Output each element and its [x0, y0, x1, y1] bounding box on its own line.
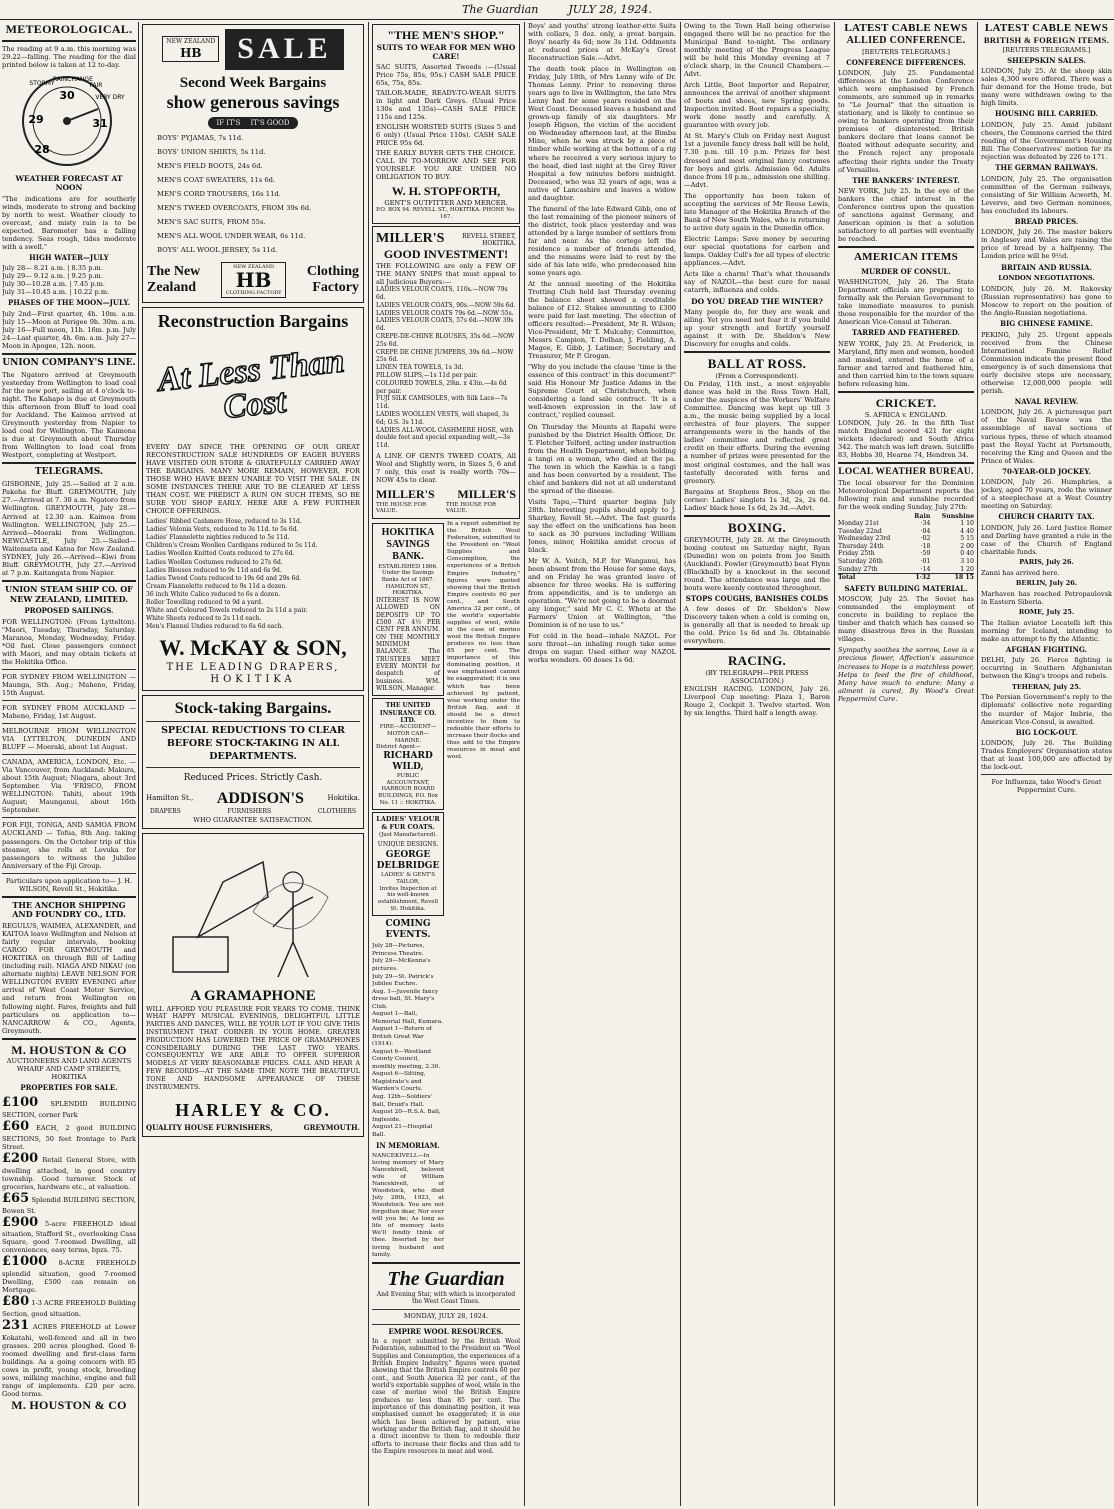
ball-title: BALL AT ROSS.: [707, 356, 807, 372]
column-rule: [368, 22, 369, 1506]
property-item: £900 5-acre FREEHOLD ideal situation, Stafford St., overlooking Cass Square, good 7-roomed Dwelling, all conveniences, easy terms, bpzs. 75.: [2, 1214, 136, 1255]
hb-sale-ad: NEW ZEALAND HB SALE Second Week Bargains show generous savings IF IT'S IT'S GOOD BOYS' PYJAMAS, 7s 11d. BOYS' UNION SHIRTS, 5s 11d. MEN'S FIELD BOOTS, 24s 6d. MEN'S COAT SWEATERS, 11s 6d. MEN'S CORD TROUSERS, 16s 11d. MEN'S TWEED OVERCOATS, FROM 39s 6d. MEN'S SAC SUITS, FROM 55s. MEN'S ALL WOOL UNDER WEAR, 6s 11d. BOYS' ALL WOOL JERSEY, 5s 11d. The New Zealand NEW ZEALAND HB CLOTHING FACTORY Clothing Factory: [142, 24, 364, 303]
generous-savings: show generous savings: [166, 91, 340, 112]
high-water-row: July 28— 8.21 a.m. | 8.35 p.m.: [2, 264, 103, 273]
sale-item: BOYS' PYJAMAS, 7s 11d.: [157, 134, 244, 143]
reduced-prices: Reduced Prices. Strictly Cash.: [183, 772, 323, 783]
gramophone-illustration-icon: [146, 837, 360, 987]
telegrams-title: TELEGRAMS.: [34, 467, 104, 478]
column-foreign-news: LATEST CABLE NEWS BRITISH & FOREIGN ITEMS. [REUTERS TELEGRAMS.] SHEEPSKIN SALES. LONDON, July 25. At the sheep skin sales 4,300 were offered. There was a fair demand for the Home trade, but many were withdrawn owing to the high limits. HOUSING BILL CARRIED. LONDON, July 25. Amid jubilant cheers, the Commons carried the third reading of the Government's Housing Bill. The Conservatives' motion for its rejection was defeated by 226 to 171. THE GERMAN RAILWAYS. LONDON, July 25. The organisation committee of the German railways, consisting of Sir William Acworth, M. Leverve, and two German nominees, has concluded its labours. BREAD PRICES. LONDON, July 26. The master bakers in Anglesey and Wales are raising the price of bread by a halfpenny. The London price will be 9½d. BRITAIN AND RUSSIA. LONDON NEGOTIATIONS. LONDON, July 26. M. Rakovsky (Russian representative) has gone to Moscow to report on the position of the Anglo-Russian negotiations. BIG CHINESE FAMINE. PEKING, July 25. Urgent appeals received from the Chinese International Famine Relief Commission indicate the present flood emergency is of such dimensions that early decisive steps are necessary, otherwise 12,000,000 people will perish. NAVAL REVIEW. LONDON, July 26. A picturesque part of the Naval Review was the assemblage of naval sections of various types, three of which steamed past the Royal Yacht at Portsmouth, receiving the King and Queen and the Prince of Wales. 70-YEAR-OLD JOCKEY. LONDON, July 26. Humphries, a jockey, aged 70 years, rode the winner of a steeplechase at a West Country meeting on Saturday. CHURCH CHARITY TAX. LONDON, July 26. Lord Justice Romer and Darling have granted a rule in the case of the Church of England charitable funds. PARIS, July 26. Zanni has arrived here. BERLIN, July 26. Marhaven has reached Petropaulovsk in Eastern Siberia. ROME, July 25. The Italian aviator Locatelli left this morning for Iceland, intending to make an attempt to fly the Atlantic. AFGHAN FIGHTING. DELHI, July 26. Fierce fighting is occurring in Southern Afghanistan between the King's troops and rebels. TEHERAN, July 25. The Persian Government's reply to the diplomats' collective note regarding the murder of Major Imbrie, the American Vice-Consul, is awaited. BIG LOCK-OUT. LONDON, July 26. The Building Trades Employers' Organisation states that at least 100,000 are affected by the lock-out. For Influenza, take Wood's Great Peppermint Cure.: [981, 22, 1112, 795]
stocktaking-title: Stock-taking Bargains.: [174, 699, 332, 717]
reconstruction-ad: [142, 307, 364, 691]
sale-banner: SALE: [225, 29, 343, 70]
route: MELBOURNE FROM WELLINGTON VIA LYTTELTON, DUNEDIN AND BLUFF — Moeraki, about 1st August.: [2, 727, 136, 752]
mckay-town: HOKITIKA: [210, 674, 296, 686]
cricket-title: CRICKET.: [875, 396, 937, 411]
union-title: UNION COMPANY'S LINE.: [2, 358, 136, 369]
moon-text: July 2nd—First quarter, 4h. 10m. a.m. July 15—Moon at Perigee 9h. 30m. a.m. July 16—Full moon, 11h. 16m. p.m. July 24—Last quarter, 4h. 6m. a.m. July 27—Moon in Apogee, 12h. noon.: [2, 309, 136, 351]
dial-word: FAIR: [89, 81, 103, 89]
dial-word: STORMY: [29, 79, 55, 87]
millers-ad: MILLER'S REVELL STREET, HOKITIKA. GOOD INVESTMENT! THE FOLLOWING are only a FEW OF THE MANY SNIPS that must appeal to all Judicious Buyers:— LADIES VELOUR COATS, 110s.—NOW 79s 6d. LADIES VELOUR COATS, 90s.—NOW 59s 6d. LADIES VELOUR COATS 79s 6d.—NOW 55s. LADIES VELOUR COATS, 57s 6d.—NOW 39s 6d. CREPE-DE-CHINE BLOUSES, 35s 6d.—NOW 25s 6d. CREPE DE CHINE JUMPERS, 39s 6d.—NOW 25s 6d. LINEN TEA TOWELS, 1s 3d. PILLOW SLIPS,—1s 11d per pair. COLOURED TOWELS, 29in. x 43in.—4s 6d per pair. FUJI SILK CAMISOLES, with Silk Lace—7s 11d. LADIES WOOLLEN VESTS, well shaped, 3s 6d; O.S. 3s 11d. LADIES ALL-WOOL CASHMERE HOSE, with double feet and special expanding welt,—3s 11d. A LINE OF GENTS TWEED COATS, All Wool and Slightly worn, in Sizes 5, 6 and 7 only, this coat is really worth 70s—NOW 45s to clear. MILLER'S MILLER'S THE HOUSE FOR VALUE. THE HOUSE FOR VALUE.: [372, 226, 520, 519]
column-meteorological: [2, 22, 136, 1506]
column-general-news: Owing to the Town Hall being otherwise engaged there will be no practice for the Municipal Band to-night. The ordinary monthly meeting of the Progress League will be held this Monday evening at 7 o'clock sharp, in the Council Chambers.—Advt. Arch Little, Boot Importer and Repairer, announces the arrival of another shipment of boots and shoes, new Spring goods. Inspection invited. Boot repairs a specialty, work done neatly and carefully. A guarantee with every job. At St. Mary's Club on Friday next August 1st a juvenile fancy dress ball will be held, 7.30 p.m. till 10 p.m. Prizes for best dressed and most original fancy costumes for boys and girls. Admission 6d. Adults dance from 10 p.m., admission one shilling.—Advt. The opportunity has been taken of accepting the services of Mr Reese Lewis, late Manager of the Hokitika Branch of the Bank of New South Wales, who is returning to active duty again in the Dunedin office. Electric Lamps: Save money by securing our special quotations for carbon and lamps. Oakley Cull's for all types of electric appliances.—Advt. Acts like a charm! That's what thousands say of NAZOL—the best cure for nasal catarrh, influenza and colds. DO YOU DREAD THE WINTER? Many people do, for they are weak and ailing. Yet you need not fear it if you build up your strength and fortify yourself against it with Dr. Sheldon's New Discovery for coughs and colds. BALL AT ROSS. (From a Correspondent). On Friday, 11th inst., a most enjoyable dance was held in the Ross Town Hall, under the auspices of the Workers' Welfare Committee. Dancing was kept up till 3 a.m., the music being supplied by a local orchestra of four players. The supper arrangements were in the hands of the ladies' committee and reflected great credit on their efforts. During the evening a number of prizes were presented for the most original costumes, and the hall was tastefully decorated with ferns and greenery. Bargains at Stephens Bros., Shop on the corner: Ladies' singlets 1s 3d, 2s, 2s 6d. Ladies' black hose 1s 6d, 2s 3d.—Advt. BOXING. GREYMOUTH, July 28. At the Greymouth boxing contest on Saturday night, Ryan (Dunedin) won on points from Joe Smith (Auckland). Fowler (Greymouth) beat Flynn (Blackball) by a knockout in the second round. The attendance was large and the bouts were keenly contested throughout. STOPS COUGHS, BANISHES COLDS A few doses of Dr. Sheldon's New Discovery taken when a cold is coming on, is generally all that is needed to break up the cold. Price 1s 6d and 3s. Obtainable everywhere. RACING. (BY TELEGRAPH—PER PRESS ASSOCIATION.) ENGLISH RACING. LONDON, July 26. Liverpool Cup meeting: Plaza 1, Baron Rouge 2, Cockpit 3. Twelve started. Won by six lengths. Third half a length away.: [684, 22, 830, 718]
route: FOR SYDNEY FROM AUCKLAND — Maheno, Friday, 1st August.: [2, 704, 136, 721]
table-row: Saturday 26th ·01 3 10: [838, 558, 974, 566]
high-water-row: July 31—10.45 a.m. | 10.22 p.m.: [2, 288, 110, 297]
masthead-title: The Guardian: [462, 2, 539, 16]
table-row: Thursday 24th ·18 2 00: [838, 542, 974, 550]
property-item: £1000 8-ACRE FREEHOLD splendid situation, good 7-roomed Dwelling, £500 can remain on Mortgage.: [2, 1254, 136, 1295]
united-insurance-ad: THE UNITED INSURANCE CO. LTD. FIRE—ACCIDENT—MOTOR CAR—MARINE. District Agent— RICHARD WILD, PUBLIC ACCOUNTANT, HARBOUR BOARD BUILDINGS, P.O. Box No. 11 :: HOKITIKA.: [372, 698, 444, 810]
property-item: £80 1-3 ACRE FREEHOLD Building Section, good situation.: [2, 1294, 136, 1319]
gramophone-ad: A GRAMAPHONE WILL AFFORD YOU PLEASURE FOR YEARS TO COME. THINK WHAT HAPPY MUSICAL EVENINGS, DELIGHTFUL LITTLE PARTIES AND DANCES, WILL BE YOUR LOT IF YOU GIVE THIS INSTRUMENT THAT CORNER IN YOUR HOME. GREATER PRODUCTION HAS LOWERED THE PRICE OF GRAMAPHONES CONSIDERABLY DURING THE LAST TWO YEARS. CONSEQUENTLY WE ARE ABLE TO OFFER SUPERIOR MODELS AT VERY REASONABLE PRICES. CALL AND HEAR A FEW RECORDS—AT THE SAME TIME NOTE THE BEAUTIFUL TONE AND HANDSOME APPEARANCE OF THESE INSTRUMENTS. HARLEY & CO. QUALITY HOUSE FURNISHERS, GREYMOUTH.: [142, 833, 364, 1137]
nz-tag: NEW ZEALAND HB: [162, 36, 219, 62]
anchor-title: THE ANCHOR SHIPPING AND FOUNDRY CO., LTD.: [12, 899, 126, 920]
boxing-title: BOXING.: [727, 519, 787, 535]
editorial-continued: In a report submitted by the British Wool Federation, submitted to the President on "Wool Supplies and Consumption, the experiences of a British Empire Industry," figures were quoted showing that the British Empire controls 60 per cent., and South America 32 per cent., of the world's exportable supplies of wool, while in the case of merino wool the British Empire produces no less than 85 per cent. The importance of this dominating position, it was emphasised cannot be exaggerated; it is one which has been achieved by patient, wise working under the British flag, and it should be a direct incentive to them to redouble their efforts to increase their flocks and thus add to the Empire resources in meat and wool.: [447, 521, 520, 761]
dial-word: RAIN: [52, 75, 68, 83]
dial-number: 30: [59, 88, 75, 102]
anchor-text: REGULUS, WAIMEA, ALEXANDER, and KAITOA leave Wellington and Nelson at fairly regular intervals, booking CARGO FOR GREYMOUTH and HOKITIKA on through Bill of Lading (including rail). NIAGA AND NIKAU (on alternate nights) LEAVE NELSON FOR WELLINGTON EVERY EVENING after arrival of West Coast Motor Service, and return from Wellington on following night. Fares, freights and full particulars on application to— NANCARROW & CO., Agents, Greymouth.: [2, 922, 136, 1035]
high-water-row: July 29— 9.12 a.m. | 9.25 p.m.: [2, 272, 103, 281]
forecast-title: WEATHER FORECAST AT NOON: [15, 174, 123, 193]
savings-bank-ad: HOKITIKA SAVINGS BANK. ESTABLISHED 1866. Under the Savings Banks Act of 1867. HAMILTON ST., HOKITIKA. INTEREST IS NOW ALLOWED ON DEPOSITS UP TO £500 AT 4½ PER CENT PER ANNUM. ON THE MONTHLY MINIMUM BALANCE. The TRUSTEES MEET EVERY MONTH for despatch of business. WM. WILSON, Manager.: [372, 523, 444, 696]
sale-item-list: [147, 132, 359, 257]
met-intro: The reading at 9 a.m. this morning was 29.22—falling. The reading for the dial printed below is taken at 12 to-day.: [2, 44, 136, 69]
table-row: Wednesday 23rd ·02 5 15: [838, 535, 974, 543]
property-item: £60 EACH, 2 good BUILDING SECTIONS, 50 feet frontage to Park Street.: [2, 1118, 136, 1151]
sale-item: BOYS' UNION SHIRTS, 5s 11d.: [157, 148, 266, 157]
mckay-sub: THE LEADING DRAPERS,: [166, 662, 340, 674]
particulars: Particulars upon application to— J. H. WILSON, Revell St., Hokitika.: [5, 876, 133, 893]
masthead: [0, 0, 1114, 20]
sale-item: MEN'S ALL WOOL UNDER WEAR, 6s 11d.: [157, 231, 306, 240]
sailings-title: PROPOSED SAILINGS.: [24, 606, 114, 616]
property-item: 231 ACRES FREEHOLD at Lower Kokatahi, well-fenced and all in two grasses. 200 acres ploughed. Good 8-roomed dwelling and first-class farm buildings. As a going concern with 85 cows in profit, young stock, breeding sows, milking machine, engine and full range of implements. £20 per acre. Good terms.: [2, 1318, 136, 1399]
millers-list: LADIES VELOUR COATS, 110s.—NOW 79s 6d. LADIES VELOUR COATS, 90s.—NOW 59s 6d. LADIES VELOUR COATS 79s 6d.—NOW 55s. LADIES VELOUR COATS, 57s 6d.—NOW 39s 6d. CREPE-DE-CHINE BLOUSES, 35s 6d.—NOW 25s 6d. CREPE DE CHINE JUMPERS, 39s 6d.—NOW 25s 6d. LINEN TEA TOWELS, 1s 3d. PILLOW SLIPS,—1s 11d per pair. COLOURED TOWELS, 29in. x 43in.—4s 6d per pair. FUJI SILK CAMISOLES, with Silk Lace—7s 11d. LADIES WOOLLEN VESTS, well shaped, 3s 6d; O.S. 3s 11d. LADIES ALL-WOOL CASHMERE HOSE, with double feet and special expanding welt,—3s 11d.: [376, 286, 516, 450]
table-row: Tuesday 22nd ·04 4 40: [838, 527, 974, 535]
mens-shop-ad: "THE MEN'S SHOP." SUITS TO WEAR FOR MEN WHO CARE! SAC SUITS, Assorted Tweeds :—(Usual Price 75s, 85s, 95s.) CASH SALE PRICE 65s, 75s, 85s. TAILOR-MADE, READY-TO-WEAR SUITS in light and Dark Greys. (Usual Price 130s and 135s)—CASH SALE PRICE 115s and 125s. ENGLISH WORSTED SUITS (Sizes 5 and 6 only) (Usual Price 110s). CASH SALE PRICE 95s 6d. THE EARLY BUYER GETS THE CHOICE. CALL IN TO-MORROW AND SEE FOR YOURSELF. YOU ARE UNDER NO OBLIGATION TO BUY. W. H. STOPFORTH, GENT'S OUTFITTER AND MERCER. P.O. BOX 94. REVELL ST., HOKITIKA. PHONE No. 167.: [372, 24, 520, 224]
stocktaking-body: SPECIAL REDUCTIONS TO CLEAR BEFORE STOCK-TAKING IN ALL DEPARTMENTS.: [161, 725, 345, 762]
moon-title: PHASES OF THE MOON—JULY.: [7, 298, 131, 308]
properties-title: PROPERTIES FOR SALE.: [20, 1083, 118, 1093]
reconstruction-title: Reconstruction Bargains: [157, 310, 349, 331]
at-less-than-cost-graphic: At Less Than Cost: [156, 342, 347, 426]
sale-item: MEN'S COAT SWEATERS, 11s 6d.: [157, 176, 276, 185]
masthead-date: JULY 28, 1924.: [568, 2, 652, 16]
column-local-news: Boys' and youths' strong leather-ette Suits with collars, 5 doz. only, a great bargain. Boys' nearly 4s 6d; now 3s 11d. Oddments at reduced prices at McKay's Great Reconstruction Sale.—Advt. The death took place in Wellington on Friday, July 18th, of Mrs Lenny wife of Dr. Thomas Lenny. Prior to removing three years ago to live in Wellington, the late Mrs Lenny had for some years resided on the West Coast. Deceased leaves a husband and grown-up family of six daughters. Mr Joseph Higson, the victim of the accident on Wednesday afternoon last, at the Bimba Mine, when he was struck by a piece of timber while working at the bottom of a rig where he received a very serious injury to the head, died last night at the Grey River Hospital a few minutes before midnight. Deceased, who was 32 years of age, was a native of Lancashire and leaves a widow and daughter. The funeral of the late Edward Gibb, one of the last remaining of the pioneer miners of the district, took place yesterday and was attended by a large number of settlers from far and near. As the cortege left the residence a number of friends attended, and the remains were laid to rest by the side of his late wife, who predeceased him some years ago. At the annual meeting of the Hokitika Trotting Club held last Thursday evening the balance sheet showed a creditable balance of £12. Stakes amounting to £300 were paid for last meeting. The election of officers resulted:—President, Mr R. Wilson; Vice-President, Mr T. Mulcahy; Committee, Messrs Campion, T. Dolhan, J. Fielding, A. Magee, E. Gibb, J. Latimer; Secretary and Treasurer, Mr P. Grogan. "Why do you include the clause 'time is the essence of this contract' in this document?" said His Honour Mr Justice Adams in the Supreme Court at Christchurch, when considering a land sale contract. 'It is a well-known expression in the law of contract,' replied counsel. On Thursday the Mounts at Rapahi were punished by the District Health Officer, Dr. T. Fletcher Telford, acting under instruction from the Health Department, when holding a tangi on a woman, who died at the pa. The town in which the Kawhia is a tangi and has been converted by a resident. The chief and bankers did not at all understand the spread of the disease. Visits Tapu,—Third quarter begins July 28th. Interesting pupils should apply to J. Sharkey, Revell St.—Advt. The fast guards say the effect on the unifications has been to sack as 30 pursues including William Jones, minor, Hokitika amidst crocus of black. Mr W. A. Veitch, M.P. for Wanganui, has been absent from the House for some days, and on Friday he was granted leave of absence for three weeks. He is suffering from appendicitis, and is to undergo an operation. "We're not going to be a doormat any longer," said Mr C. C. Whetu at the Farmers' Union at Wellington, "the Dominion is of no use to us." For cold in the head—inhale NAZOL. For sore throat—an inhaling rough take some drops on sugar. Used either way NAZOL works wonders. 60 doses 1s 6d.: [528, 22, 676, 665]
high-water-row: July 30—10.28 a.m. | 7.45 p.m.: [2, 280, 106, 289]
column-rule: [977, 22, 978, 1506]
sailings-text: FOR WELLINGTON: (From Lyttelton). "Maori, Tuesday, Thursday, Saturday. Maranoa, Monday, Wednesday, Friday. *Oil fuel. Close passengers connect with Maori, and may obtain tickets at the Hokitika Office.: [2, 617, 136, 666]
second-week: Second Week Bargains: [179, 74, 327, 91]
route: FOR SYDNEY FROM WELLINGTON — Maunga, Sth. Aug.; Maheno, Friday, 15th August.: [2, 672, 136, 698]
addisons-ad: Stock-taking Bargains. SPECIAL REDUCTIONS TO CLEAR BEFORE STOCK-TAKING IN ALL DEPARTMENTS. Reduced Prices. Strictly Cash. Hamilton St., ADDISON'S Hokitika. DRAPERS FURNISHERS CLOTHIERS WHO GUARANTEE SATISFACTION.: [142, 695, 364, 830]
column-rule: [138, 22, 139, 1506]
property-item: £65 Splendid BUILDING SECTION, Bowen St.: [2, 1190, 136, 1215]
coming-events-list: July 28—Pictures, Princess Theatre. July 29—McKenna's pictures. July 29—St. Patrick's Jubilee Euchre. Aug. 1—Juvenile fancy dress ball, St. Mary's Club. August 1—Ball, Memorial Hall, Kumara. August 1—Return of British Great War (1914). August 6—Westland County Council, monthly meeting, 2.30. August 6—Sitting, Magistrate's and Warden's Courts. Aug. 12th—Soldiers' Ball, Druid's Hall. August 20—R.S.A. Ball, Ingleside. August 21—Hospital Ball.: [372, 943, 443, 1138]
houston-footer: M. HOUSTON & CO: [11, 1398, 127, 1413]
gramophone-title: A GRAMAPHONE: [190, 988, 316, 1005]
houston-sub: AUCTIONEERS AND LAND AGENTS WHARF AND CAMP STREETS, HOKITIKA: [6, 1057, 132, 1082]
table-row: Sunday 27th ·14 1 20: [838, 565, 974, 573]
column-rule: [524, 22, 525, 1506]
dial-number: 31: [92, 116, 108, 130]
dial-number: 28: [34, 142, 50, 156]
property-list: [2, 1095, 136, 1399]
telegrams-text: GISBORNE, July 25.—Sailed at 2 a.m. Pakeha for Bluff. GREYMOUTH, July 27.—Arrived at 7. 30 a.m. Ngatoro from Wellington. GREYMOUTH, July 28.—Arrived at 12.30 a.m. Kaimoa from Wellington. WELLINGTON, July 25.—Arrived—Moeraki from Wellington. NEWCASTLE, July 25.—Sailed—Waitemata and Katoa for New Zealand. SYDNEY, July 26.—Arrived—Kiwi from Bluff. GREYMOUTH, July 27.—Arrived at 7 p.m. Kaitangata from Napier.: [2, 480, 136, 577]
sale-item: MEN'S TWEED OVERCOATS, FROM 39s 6d.: [157, 203, 312, 212]
if-its-good-badge: IF IT'S IT'S GOOD: [208, 117, 297, 130]
column-mens-shop: "THE MEN'S SHOP." SUITS TO WEAR FOR MEN WHO CARE! SAC SUITS, Assorted Tweeds :—(Usual Price 75s, 85s, 95s.) CASH SALE PRICE 65s, 75s, 85s. TAILOR-MADE, READY-TO-WEAR SUITS in light and Dark Greys. (Usual Price 130s and 135s)—CASH SALE PRICE 115s and 125s. ENGLISH WORSTED SUITS (Sizes 5 and 6 only) (Usual Price 110s). CASH SALE PRICE 95s 6d. THE EARLY BUYER GETS THE CHOICE. CALL IN TO-MORROW AND SEE FOR YOURSELF. YOU ARE UNDER NO OBLIGATION TO BUY. W. H. STOPFORTH, GENT'S OUTFITTER AND MERCER. P.O. BOX 94. REVELL ST., HOKITIKA. PHONE No. 167. MILLER'S REVELL STREET, HOKITIKA. GOOD INVESTMENT! THE FOLLOWING are only a FEW OF THE MANY SNIPS that must appeal to all Judicious Buyers:— LADIES VELOUR COATS, 110s.—NOW 79s 6d. LADIES VELOUR COATS, 90s.—NOW 59s 6d. LADIES VELOUR COATS 79s 6d.—NOW 55s. LADIES VELOUR COATS, 57s 6d.—NOW 39s 6d. CREPE-DE-CHINE BLOUSES, 35s 6d.—NOW 25s 6d. CREPE DE CHINE JUMPERS, 39s 6d.—NOW 25s 6d. LINEN TEA TOWELS, 1s 3d. PILLOW SLIPS,—1s 11d per pair. COLOURED TOWELS, 29in. x 43in.—4s 6d per pair. FUJI SILK CAMISOLES, with Silk Lace—7s 11d. LADIES WOOLLEN VESTS, well shaped, 3s 6d; O.S. 3s 11d. LADIES ALL-WOOL CASHMERE HOSE, with double feet and special expanding welt,—3s 11d. A LINE OF GENTS TWEED COATS, All Wool and Slightly worn, in Sizes 5, 6 and 7 only, this coat is really worth 70s—NOW 45s to clear. MILLER'S MILLER'S THE HOUSE FOR VALUE. THE HOUSE FOR VALUE. HOKITIKA SAVINGS BANK. ESTABLISHED 1866. Under the Savings Banks Act of 1867. HAMILTON ST., HOKITIKA. INTEREST IS NOW ALLOWED ON DEPOSITS UP TO £500 AT 4½ PER CENT PER ANNUM. ON THE MONTHLY MINIMUM BALANCE. The TRUSTEES MEET EVERY MONTH for despatch of business. WM. WILSON, Manager. THE UNITED INSURANCE CO. LTD. FIRE—ACCIDENT—MOTOR CAR—MARINE. District Agent— RICHARD WILD, PUBLIC ACCOUNTANT, HARBOUR BOARD BUILDINGS, P.O. Box No. 11 :: HOKITIKA. LADIES' VELOUR & FUR COATS. (Just Manufactured). UNIQUE DESIGNS. GEORGE DELBRIDGE LADIES' & GENT'S TAILOR, Invites Inspection at his well-known establishment, Revell St. Hokitika. COMING EVENTS. July 28—Pictures, Princess Theatre. July 29—McKenna's pictures. July 29—St. Patrick's Jubilee Euchre. Aug. 1—Juvenile fancy dress ball, St. Mary's Club. August 1—Ball, Memorial Hall, Kumara. August 1—Return of British Great War (1914). August 6—Westland County Council, monthly meeting, 2.30. August 6—Sitting, Magistrate's and Warden's Courts. Aug. 12th—Soldiers' Ball, Druid's Hall. August 20—R.S.A. Ball, Ingleside. August 21—Hospital Ball. IN MEMORIAM. NANCEKIVELL—In loving memory of Mary Nancekivell, beloved wife of William Nancekivell, of Woodstock, who died July 28th, 1923, at Woodstock. You are not forgotten dear, Nor ever will you be; As long as life of memory lasts We'll fondly think of thee. Inserted by her loving husband and family. In a report submitted by the British Wool Federation, submitted to the President on "Wool Supplies and Consumption, the experiences of a British Empire Industry," figures were quoted showing that the British Empire controls 60 per cent., and South America 32 per cent., of the world's exportable supplies of wool, while in the case of merino wool the British Empire produces no less than 85 per cent. The importance of this dominating position, it was emphasised cannot be exaggerated; it is one which has been achieved by patient, wise working under the British flag, and it should be a direct incentive to them to redouble their efforts to increase their flocks and thus add to the Empire resources in meat and wool. The Guardian And Evening Star, with which is incorporated the West Coast Times. MONDAY, JULY 28, 1924. EMPIRE WOOL RESOURCES. In a report submitted by the British Wool Federation, submitted to the President on "Wool Supplies and Consumption, the experiences of a British Empire Industry," figures were quoted showing that the British Empire controls 60 per cent., and South America 32 per cent., of the world's exportable supplies of wool, while in the case of merino wool the British Empire produces no less than 85 per cent. The importance of this dominating position, it was emphasised cannot be exaggerated; it is one which has been achieved by patient, wise working under the British flag, and it should be a direct incentive to them to redouble their efforts to increase their flocks and thus add to the Empire resources in meat and wool.: [372, 22, 520, 1506]
property-item: £100 SPLENDID BUILDING SECTION, corner Park: [2, 1094, 136, 1119]
addisons-name: ADDISON'S: [216, 789, 304, 807]
table-row: Friday 25th ·59 0 40: [838, 550, 974, 558]
column-advertisements: [142, 22, 364, 1506]
meteorological-title: METEOROLOGICAL.: [5, 22, 133, 36]
sale-item: MEN'S FIELD BOOTS, 24s 6d.: [157, 162, 263, 171]
guardian-title: The Guardian: [387, 1267, 505, 1290]
property-item: £200 Retail General Store, with dwelling attached, in good country township. Good turnover. Stock of groceries, hardware etc., at valuation.: [2, 1150, 136, 1191]
delbridge-ad: LADIES' VELOUR & FUR COATS. (Just Manufactured). UNIQUE DESIGNS. GEORGE DELBRIDGE LADIES' & GENT'S TAILOR, Invites Inspection at his well-known establishment, Revell St. Hokitika.: [372, 812, 444, 916]
dial-number: 29: [28, 112, 44, 126]
dial-word: VERY DRY: [95, 93, 125, 101]
harley-name: HARLEY & CO.: [175, 1099, 331, 1120]
reconstruction-list: Ladies' Ribbed Cashmere Hose, reduced to 3s 11d. Ladies' Velonia Vests, reduced to 3s 11d. to 5s 6d. Ladies' Flannelette nighties reduced to 5s 11d. Children's Cream Woollen Cardigans reduced to 5s 11d. Ladies Woollen Knitted Coats reduced to 27s 6d. Ladies Woollen Costumes reduced to 27s 6d. Ladies Blouses reduced to 9s 11d and 6s 9d. Ladies Tweed Coats reduced to 19s 6d and 29s 6d. Cream Flannelette reduced to 9s 11d a dozen. 36 inch White Calico reduced to 6s a dozen. Roller Towelling reduced to 9d a yard. White and Coloured Towels reduced to 2s 11d a pair. White Sheets reduced to 2s 11d each. Men's Flannel Undies reduced to 6s 6d each.: [146, 518, 318, 631]
local-weather-title: LOCAL WEATHER BUREAU.: [838, 466, 974, 477]
reconstruction-body: EVERY DAY SINCE THE OPENING OF OUR GREAT RECONSTRUCTION SALE HUNDREDS OF EAGER BUYERS HAVE VISITED OUR STORE & GRATEFULLY CARRIED AWAY THE BARGAINS. MANY MORE REMAIN, HOWEVER, FOR THOSE WHO HAVE BEEN UNABLE TO VISIT THE SALE. IN SOME INSTANCES THERE ARE TO BE CLEARED AT LESS THAN COST. WE PREDICT A RUN ON SUCH ITEMS, SO BE SURE YOU SHOP EARLY. HERE ARE A FEW FURTHER CHOICE OFFERINGS.: [146, 442, 360, 516]
column-cable-news: LATEST CABLE NEWS ALLIED CONFERENCE. [REUTERS TELEGRAMS.] CONFERENCE DIFFERENCES. LONDON, July 25. Fundamental differences at the London Conference which were emphasised by French comments, are summed up in remarks to "Le Journal" that the situation is stationary, and is likely to continue so owing to bankers operating from their premises of disinterested. British bankers declare that loans cannot be floated without adequate security, and the French reject any proposals affecting their rights under the Treaty of Versailles. THE BANKERS' INTEREST. NEW YORK, July 25. In the eye of the bankers the chief interest in the Conference centres upon the question of sanctions against Germany, and American opinion is that a solution satisfactory to all parties will eventually be reached. AMERICAN ITEMS MURDER OF CONSUL. WASHINGTON, July 26. The State Department officials are preparing to formally ask the Persian Government to take immediate measures to punish those responsible for the murder of the American Vice-Consul at Teheran. TARRED AND FEATHERED. NEW YORK, July 25. At Frederick, in Maryland, fifty men and women, hooded and masked, entered the home of a farmer and tarred and feathered him, and then carried him to the town square before releasing him. CRICKET. S. AFRICA v. ENGLAND. LONDON, July 26. In the fifth Test match England scored 421 for eight wickets (declared) and South Africa 342. The match was left drawn. Sutcliffe 83, Hobbs 30, Hearne 74, Hendren 34. LOCAL WEATHER BUREAU. The local observer for the Dominion Meteorological Department reports the following rain and sunshine recorded for the week ending Sunday, July 27th: Rain Sunshine Monday 21st ·34 1 10 Tuesday 22nd ·04 4 40 Wednesday 23rd ·02 5 15 Thursday 24th ·18 2 00 Friday 25th ·59 0 40 Saturday 26th ·01 3 10 Sunday 27th ·14 1 20 Total 1·32 18 15 SAFETY BUILDING MATERIAL. MOSCOW, July 25. The Soviet has commanded the employment of concrete in building to replace the timber and thatch which has caused so many disastrous fires in the Russian villages. Sympathy soothes the sorrow, Love is a precious flower, Affection's assurance increases to Hope is a matchless power, Helps to feed the fire of childhood, Many have much to endure; Many a ailment is cured, By Wood's Great Peppermint Cure.: [838, 22, 974, 703]
racing-title: RACING.: [727, 653, 787, 669]
hb-logo: NEW ZEALAND HB CLOTHING FACTORY: [221, 262, 287, 298]
houston-title: M. HOUSTON & CO: [11, 1042, 127, 1057]
dial-word: CHANGE: [67, 75, 93, 83]
sale-item: MEN'S CORD TROUSERS, 16s 11d.: [157, 190, 281, 199]
cable-title: LATEST CABLE NEWS: [844, 22, 968, 34]
route: CANADA, AMERICA, LONDON, Etc. — Via Vancouver, from Auckland: Makura, about 15th August; Niagara, about 3rd September. Via 'FRISCO, FROM WELLINGTON: Tahiti, about 19th August; Maunganui, about 16th September.: [2, 758, 136, 815]
column-rule: [680, 22, 681, 1506]
sale-item: BOYS' ALL WOOL JERSEY, 5s 11d.: [157, 245, 278, 254]
usco-title: UNION STEAM SHIP CO. OF NEW ZEALAND, LIMITED.: [5, 583, 133, 604]
high-water-title: HIGH WATER—JULY: [29, 252, 109, 262]
route: FOR FIJI, TONGA, AND SAMOA FROM AUCKLAND — Tofua, 8th Aug. taking passengers. On the October trip of this steamer, she rolls at Lovuka for passengers to witness the Jubilee Anniversary of the Fiji Group.: [2, 821, 136, 870]
weather-table: Rain Sunshine Monday 21st ·34 1 10 Tuesday 22nd ·04 4 40 Wednesday 23rd ·02 5 15 Thursday 24th ·18 2 00 Friday 25th ·59 0 40 Saturday 26th ·01 3 10 Sunday 27th ·14 1 20 Total 1·32 18 15: [838, 512, 974, 582]
sale-item: MEN'S SAC SUITS, FROM 55s.: [157, 217, 266, 226]
forecast-text: "The indications are for southerly winds, moderate to strong and backing by north to west. Weather cloudy to overcast, and misty rain is to be expected. Barometer has a falling tendency. Seas rough, tides moderate with a swell.": [2, 194, 136, 251]
union-text: The Ngatoro arrived at Greymouth yesterday from Wellington to load coal for the new port, sailing at 4 o'clock to-night. The Kahapo is due at Greymouth this afternoon from Bluff to load coal for Auckland. The Kaimoa arrived at Greymouth yesterday from Napier to load coal for Wellington. The Kaimona is due at Greymouth about Thursday from Wellington to load coal from Westport, completing at Westport.: [2, 371, 136, 460]
gramophone-body: WILL AFFORD YOU PLEASURE FOR YEARS TO COME. THINK WHAT HAPPY MUSICAL EVENINGS, DELIGHTFUL LITTLE PARTIES AND DANCES, WILL BE YOUR LOT IF YOU GIVE THIS INSTRUMENT THAT CORNER IN YOUR HOME. GREATER PRODUCTION HAS LOWERED THE PRICE OF GRAMAPHONES CONSIDERABLY DURING THE LAST TWO YEARS. CONSEQUENTLY WE ARE ABLE TO OFFER SUPERIOR MODELS AT VERY REASONABLE PRICES. CALL AND HEAR A FEW RECORDS—AT THE SAME TIME NOTE THE BEAUTIFUL TONE AND HANDSOME APPEARANCE OF THESE INSTRUMENTS.: [146, 1004, 360, 1091]
column-rule: [834, 22, 835, 1506]
barometer-dial-icon: [2, 69, 132, 169]
table-row: Monday 21st ·34 1 10: [838, 520, 974, 528]
mckay-name: W. McKAY & SON,: [159, 635, 347, 661]
